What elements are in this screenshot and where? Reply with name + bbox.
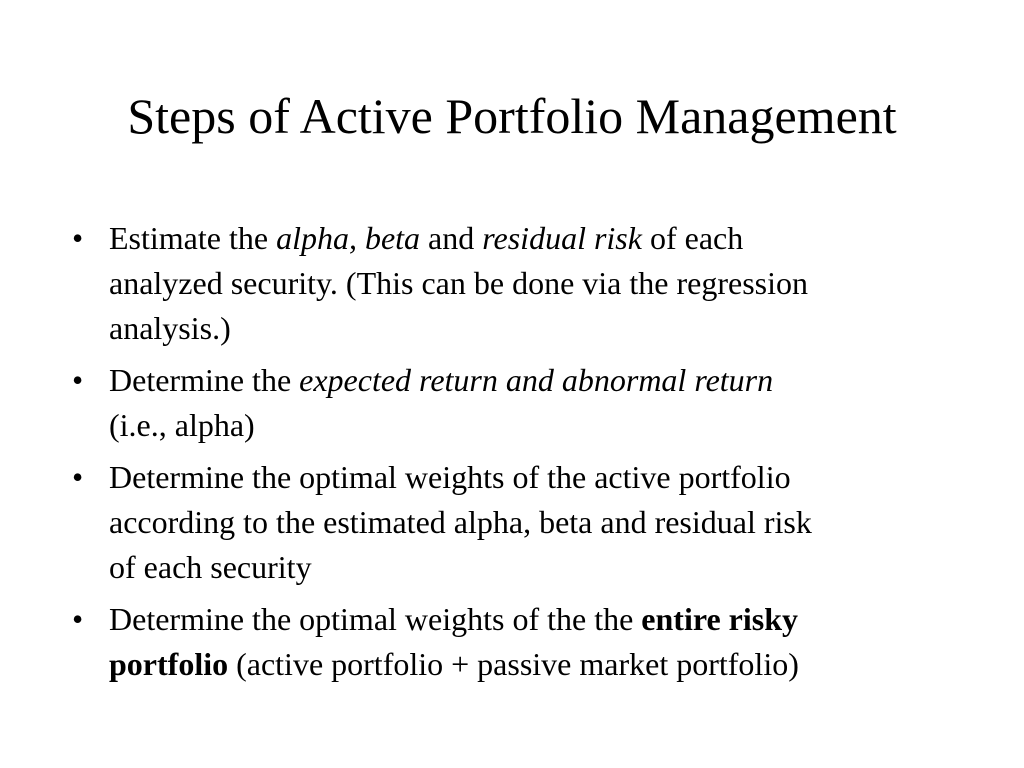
text-run: and	[420, 220, 483, 256]
slide-title: Steps of Active Portfolio Management	[127, 88, 897, 144]
bullet-icon: •	[72, 220, 84, 256]
text-run: Determine the optimal weights of the the	[109, 601, 642, 637]
text-run: (active portfolio + passive market portfolio)	[228, 646, 799, 682]
bullet-item-expected-return	[72, 358, 972, 448]
bullet-text	[109, 362, 773, 443]
bullet-text	[109, 459, 812, 585]
text-run: (i.e., alpha)	[109, 407, 255, 443]
italic-term: alpha, beta	[276, 220, 421, 256]
text-run: Determine the	[109, 362, 300, 398]
bullet-text	[109, 601, 799, 682]
bullet-icon: •	[72, 601, 84, 637]
text-run: analyzed security. (This can be done via the regression	[109, 265, 808, 301]
bullet-text	[109, 220, 808, 346]
text-run: Estimate the	[109, 220, 277, 256]
bullet-item-active-weights	[72, 455, 972, 590]
bold-term: entire risky	[641, 601, 799, 637]
text-run: Determine the optimal weights of the active portfolio	[109, 459, 791, 495]
italic-term: residual risk	[482, 220, 642, 256]
text-run: of each	[641, 220, 744, 256]
bullet-list	[72, 216, 972, 694]
italic-term: expected return and abnormal return	[299, 362, 774, 398]
text-run: of each security	[109, 549, 312, 585]
bullet-icon: •	[72, 459, 84, 495]
bullet-icon: •	[72, 362, 84, 398]
bullet-item-risky-portfolio	[72, 597, 972, 687]
text-run: analysis.)	[109, 310, 231, 346]
bullet-item-estimate	[72, 216, 972, 351]
text-run: according to the estimated alpha, beta and residual risk	[109, 504, 812, 540]
bold-term: portfolio	[109, 646, 229, 682]
